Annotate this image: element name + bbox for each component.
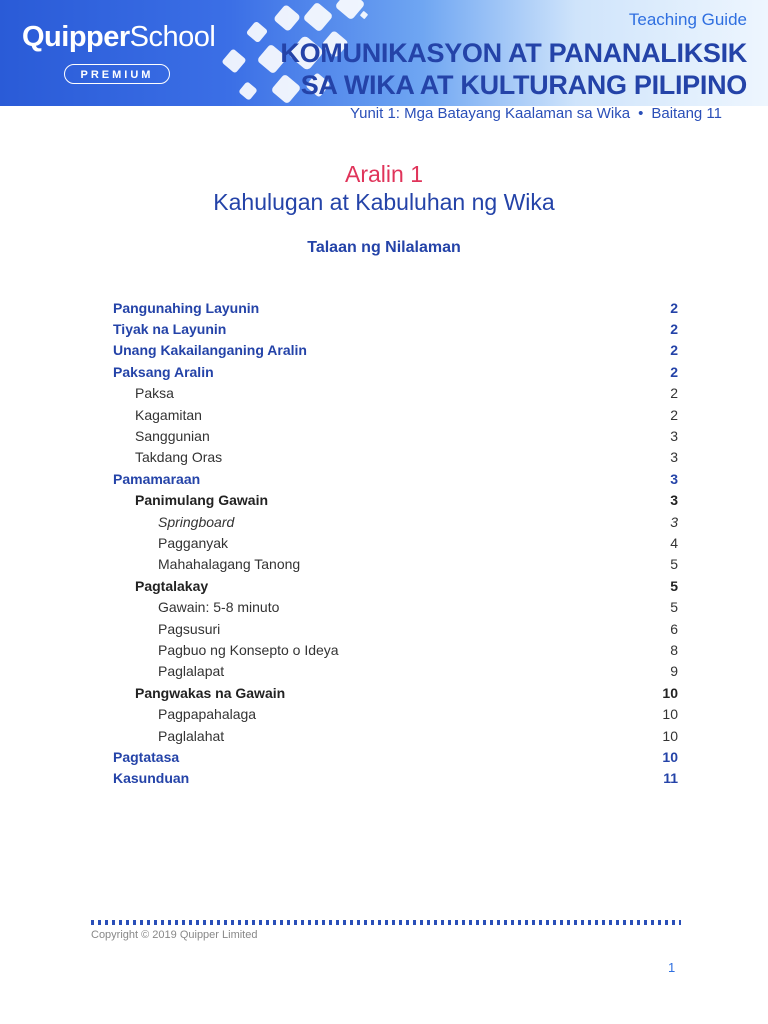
toc-label: Pamamaraan — [113, 470, 201, 487]
header-banner — [0, 0, 768, 106]
toc-label: Pangunahing Layunin — [113, 299, 260, 316]
toc-entry-pagpapahalaga[interactable] — [113, 703, 678, 724]
toc-entry-pangwakas-na-gawain[interactable] — [113, 682, 678, 703]
toc-entry-pagtalakay[interactable] — [113, 575, 678, 596]
toc-entry-sanggunian[interactable] — [113, 425, 678, 446]
copyright-text: Copyright © 2019 Quipper Limited — [91, 929, 258, 941]
toc-entry-paglalahat[interactable] — [113, 725, 678, 746]
toc-page: 3 — [670, 428, 678, 445]
unit-label: Yunit 1: Mga Batayang Kaalaman sa Wika — [349, 105, 631, 122]
toc-label: Pagpapahalaga — [158, 706, 257, 723]
toc-label: Pagbuo ng Konsepto o Ideya — [158, 641, 339, 658]
toc-entry-panimulang-gawain[interactable] — [113, 490, 678, 511]
lesson-title: Kahulugan at Kabuluhan ng Wika — [213, 189, 555, 215]
toc-entry-pangunahing-layunin[interactable] — [113, 297, 678, 318]
separator-dot: • — [638, 105, 644, 122]
toc-entry-gawain[interactable] — [113, 596, 678, 617]
toc-label: Paksang Aralin — [113, 363, 214, 380]
toc-entry-paglalapat[interactable] — [113, 661, 678, 682]
table-of-contents — [113, 297, 678, 789]
quipper-school-logo — [22, 20, 215, 54]
toc-entry-tiyak-na-layunin[interactable] — [113, 318, 678, 339]
toc-entry-unang-kakailanganing-aralin[interactable] — [113, 340, 678, 361]
toc-label: Pagganyak — [158, 534, 229, 551]
toc-label: Sanggunian — [135, 428, 210, 445]
toc-label: Unang Kakailanganing Aralin — [113, 342, 307, 359]
toc-label: Mahahalagang Tanong — [158, 556, 301, 573]
toc-page: 10 — [662, 706, 678, 723]
toc-entry-pamamaraan[interactable] — [113, 468, 678, 489]
toc-entry-pagsusuri[interactable] — [113, 618, 678, 639]
toc-label: Pagtatasa — [113, 748, 180, 765]
teaching-guide-label: Teaching Guide — [628, 10, 747, 29]
lesson-number: Aralin 1 — [345, 161, 423, 187]
toc-label: Gawain: 5-8 minuto — [158, 599, 280, 616]
toc-page: 9 — [670, 663, 678, 680]
subject-title-line2: SA WIKA AT KULTURANG PILIPINO — [300, 70, 747, 100]
footer-dotted-divider — [91, 920, 681, 925]
grade-label: Baitang 11 — [651, 105, 722, 122]
toc-label: Pangwakas na Gawain — [135, 684, 286, 701]
toc-label: Pagsusuri — [158, 620, 221, 637]
brand-light: School — [129, 21, 216, 53]
toc-entry-paksang-aralin[interactable] — [113, 361, 678, 382]
toc-entry-springboard[interactable] — [113, 511, 678, 532]
toc-entry-mahahalagang-tanong[interactable] — [113, 554, 678, 575]
toc-page: 8 — [670, 641, 678, 658]
toc-label: Panimulang Gawain — [135, 492, 269, 509]
toc-page: 10 — [662, 684, 678, 701]
toc-entry-pagbuo-ng-konsepto[interactable] — [113, 639, 678, 660]
toc-heading: Talaan ng Nilalaman — [307, 239, 461, 256]
subject-title-line1: KOMUNIKASYON AT PANANALIKSIK — [280, 38, 747, 68]
toc-label: Paglalapat — [158, 663, 225, 680]
toc-page: 10 — [662, 748, 678, 765]
toc-page: 2 — [670, 299, 678, 316]
toc-page: 2 — [670, 406, 678, 423]
premium-badge: PREMIUM — [64, 64, 170, 84]
toc-label: Takdang Oras — [135, 449, 223, 466]
toc-label: Kagamitan — [135, 406, 202, 423]
toc-page: 2 — [670, 363, 678, 380]
toc-page: 2 — [670, 321, 678, 338]
toc-page: 3 — [670, 513, 678, 530]
toc-page: 11 — [663, 770, 678, 787]
toc-page: 3 — [670, 449, 678, 466]
toc-label: Paksa — [135, 385, 174, 402]
toc-entry-takdang-oras[interactable] — [113, 447, 678, 468]
toc-label: Tiyak na Layunin — [113, 321, 227, 338]
toc-page: 2 — [670, 342, 678, 359]
page-number: 1 — [668, 960, 676, 975]
toc-page: 2 — [670, 385, 678, 402]
toc-page: 5 — [670, 577, 678, 594]
toc-entry-pagganyak[interactable] — [113, 532, 678, 553]
toc-label: Kasunduan — [113, 770, 190, 787]
unit-grade-line — [350, 105, 722, 122]
toc-page: 6 — [670, 620, 678, 637]
toc-label: Springboard — [158, 513, 235, 530]
toc-page: 3 — [670, 470, 678, 487]
toc-entry-kasunduan[interactable] — [113, 768, 678, 789]
toc-page: 4 — [670, 534, 678, 551]
toc-page: 3 — [670, 492, 678, 509]
toc-entry-pagtatasa[interactable] — [113, 746, 678, 767]
toc-page: 10 — [662, 727, 678, 744]
toc-entry-kagamitan[interactable] — [113, 404, 678, 425]
toc-label: Pagtalakay — [135, 577, 209, 594]
toc-entry-paksa[interactable] — [113, 383, 678, 404]
toc-page: 5 — [670, 556, 678, 573]
toc-label: Paglalahat — [158, 727, 225, 744]
brand-bold: Quipper — [22, 21, 130, 53]
toc-page: 5 — [670, 599, 678, 616]
